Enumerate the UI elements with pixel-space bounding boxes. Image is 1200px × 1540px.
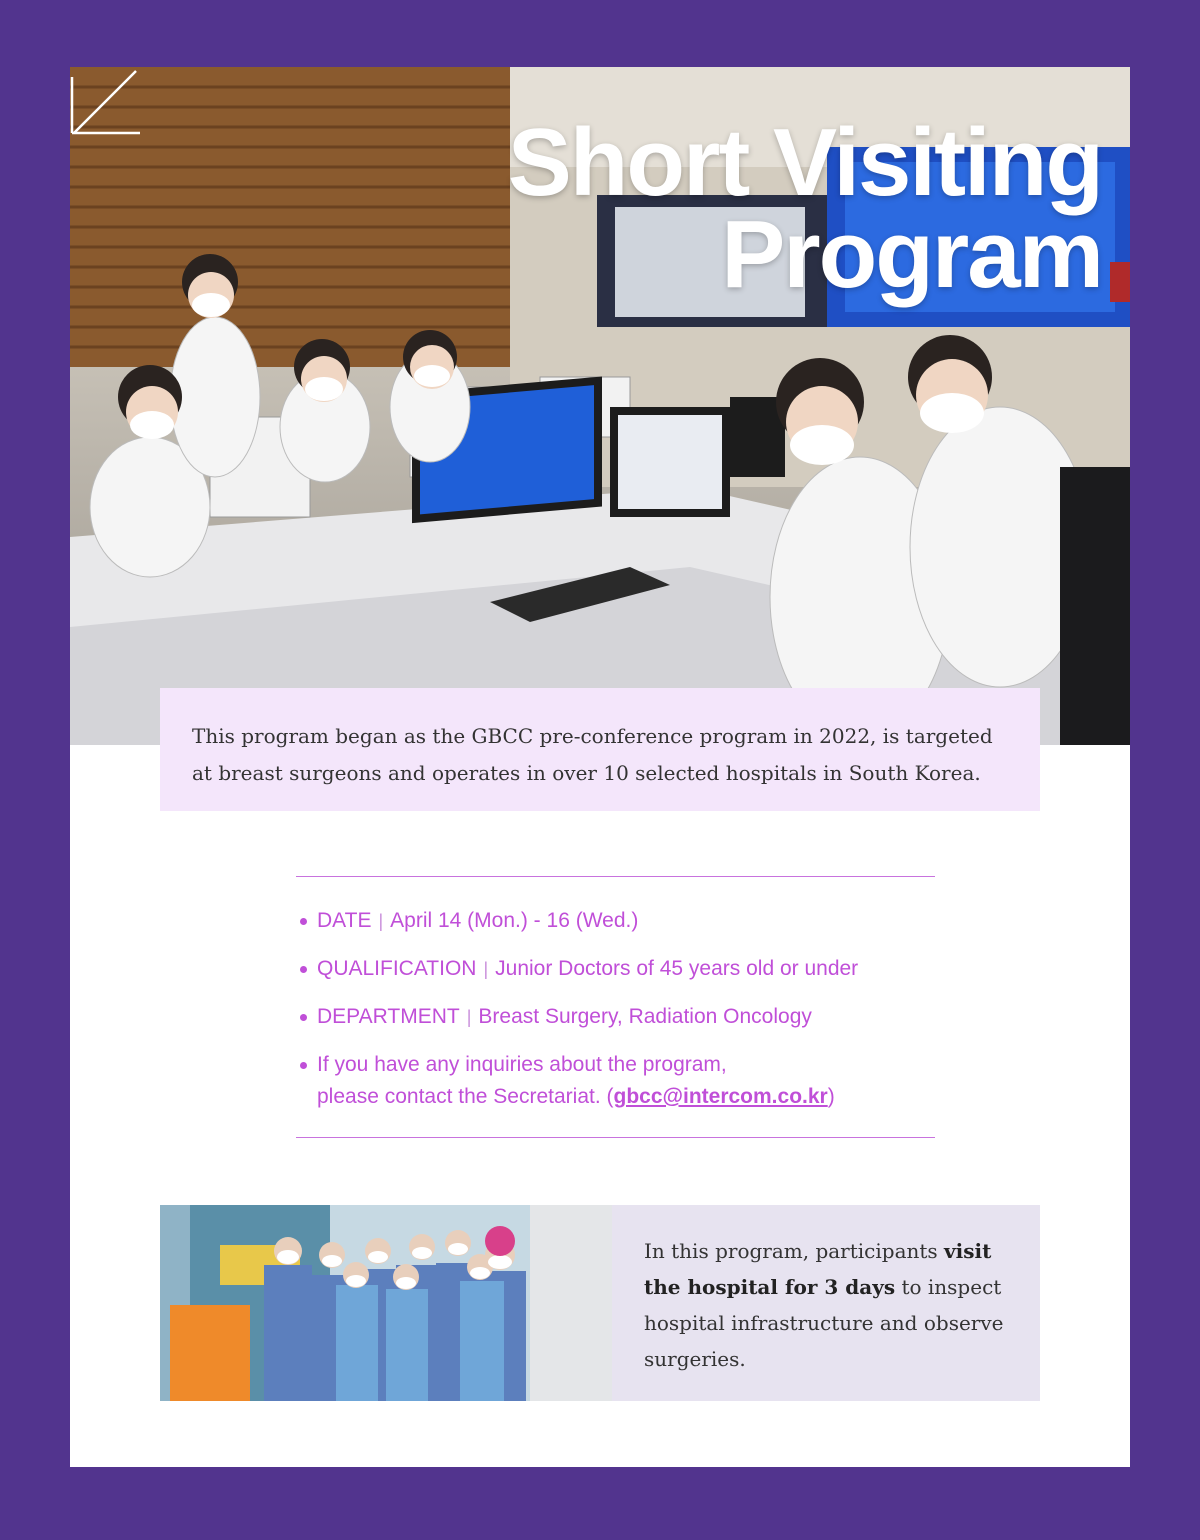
hero-photo [70, 67, 1130, 745]
divider-bottom [296, 1137, 935, 1138]
detail-label: DATE [317, 909, 372, 932]
poster-card [70, 67, 1130, 1467]
detail-qualification [296, 953, 935, 985]
intro-box [160, 688, 1040, 811]
separator: | [378, 911, 384, 931]
detail-label: QUALIFICATION [317, 957, 477, 980]
title-line-1: Short Visiting [507, 109, 1102, 216]
program-details [296, 876, 935, 1138]
intro-text: This program began as the GBCC pre-conference program in 2022, is targeted at breast surgeons and operates in over 10 selected hospitals in South Korea. [192, 724, 993, 785]
title-line-2: Program [721, 201, 1102, 308]
surgical-team-illustration [160, 1205, 612, 1401]
detail-label: DEPARTMENT [317, 1005, 460, 1028]
detail-department [296, 1001, 935, 1033]
detail-value: Junior Doctors of 45 years old or under [495, 957, 859, 980]
bottom-section [160, 1205, 1040, 1401]
separator: | [483, 959, 489, 979]
bottom-text-highlight: visit the hospital for 3 days [644, 1239, 992, 1299]
inquiry-line-2-suffix: ) [827, 1085, 835, 1108]
bottom-description [644, 1233, 1024, 1377]
bullet-icon [300, 1062, 307, 1069]
detail-date [296, 905, 935, 937]
surgical-team-photo [160, 1205, 612, 1401]
detail-value: April 14 (Mon.) - 16 (Wed.) [390, 909, 639, 932]
details-list [296, 877, 935, 1137]
separator: | [466, 1007, 472, 1027]
bullet-icon [300, 1014, 307, 1021]
bullet-icon [300, 966, 307, 973]
inquiry-line-1: If you have any inquiries about the program, [317, 1053, 727, 1076]
detail-inquiry [296, 1049, 935, 1113]
page-title [507, 109, 1102, 308]
bottom-text-start: In this program, participants [644, 1239, 945, 1263]
email-link[interactable]: gbcc@intercom.co.kr [613, 1085, 828, 1108]
arrow-down-left-icon [70, 67, 140, 137]
bullet-icon [300, 918, 307, 925]
inquiry-line-2-prefix: please contact the Secretariat. ( [317, 1085, 614, 1108]
bottom-text-end: to inspect hospital infrastructure and observe surgeries. [644, 1275, 1004, 1371]
detail-value: Breast Surgery, Radiation Oncology [478, 1005, 812, 1028]
